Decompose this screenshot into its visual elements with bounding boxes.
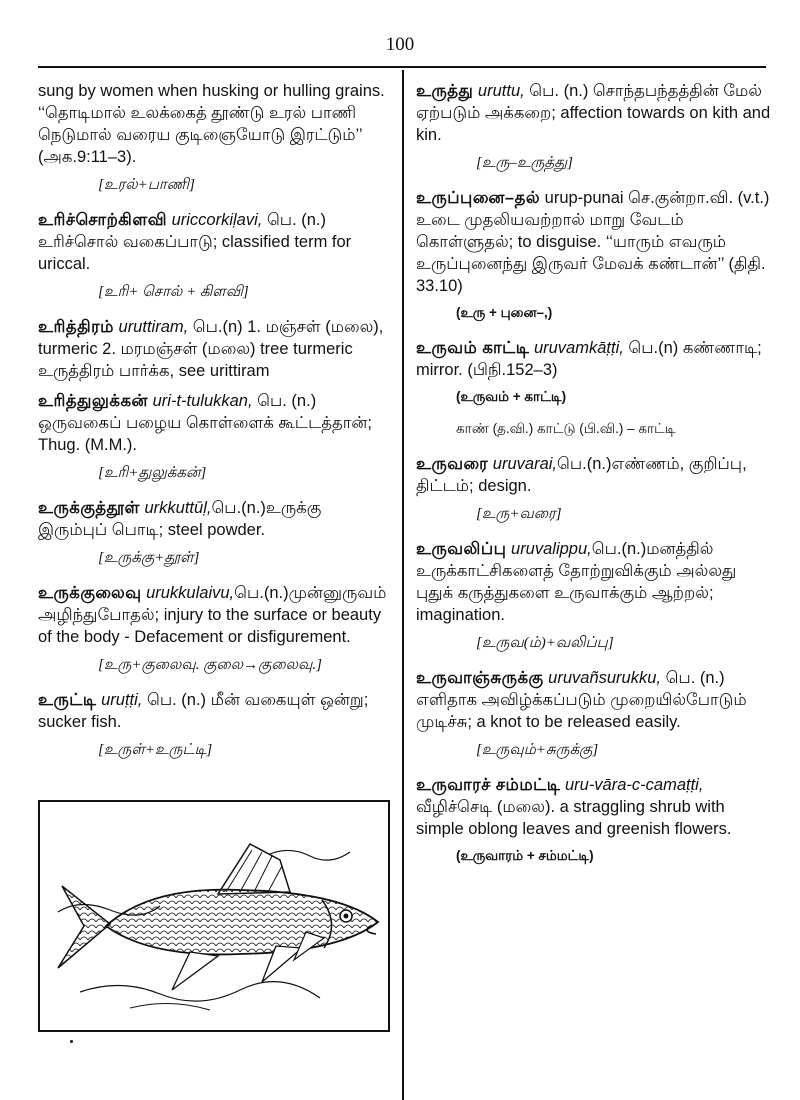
etymology: [உருவ(ம்)+வலிப்பு] — [476, 635, 614, 651]
headword: உருவரை — [416, 455, 489, 473]
transliteration: urukkulaivu, — [146, 584, 235, 602]
headword: உருவாஞ்சுருக்கு — [416, 669, 544, 687]
definition: பெ. (n.) சொந்தபந்தத்தின் மேல் ஏற்படும் அக்கறை; affection towards on kith and kin. — [416, 82, 771, 144]
right-column — [416, 80, 772, 880]
definition: பெ.(n) 1. மஞ்சள் (மலை), turmeric 2. மரமஞ்சள் (மலை) tree turmeric உருத்திரம் பார்க்க, see urittiram — [38, 318, 384, 380]
headword: உருப்புனை–தல் — [416, 189, 541, 207]
transliteration: uru-vāra-c-camaṭṭi, — [564, 776, 704, 794]
definition: பெ.(n.)எண்ணம், குறிப்பு, திட்டம்; design. — [416, 455, 747, 495]
definition: வீழிச்செடி (மலை). a straggling shrub with simple oblong leaves and greenish flowers. — [416, 798, 732, 838]
fish-illustration — [38, 800, 390, 1032]
definition: பெ.(n) கண்ணாடி; mirror. (பிநி.152–3) — [416, 339, 762, 379]
headword: உருத்து — [416, 82, 474, 100]
headword: உருக்குலைவு — [38, 584, 142, 602]
entry-urukkulaivu — [38, 582, 390, 648]
entry-uruvansurukku — [416, 667, 772, 733]
headword: உருவம் காட்டி — [416, 339, 530, 357]
transliteration: uruttu, — [477, 82, 525, 100]
entry-uru-vara-c-camatti — [416, 774, 772, 840]
etymology: [உரு+வரை] — [476, 506, 562, 522]
definition: பெ.(n.)மனத்தில் உருக்காட்சிகளைத் தோற்றுவிக்கும் அல்லது புதுக் கருத்துகளை உருவாக்கும் ஆற்றல்; imagination. — [416, 540, 737, 624]
etymology: [உரி+துலுக்கன்] — [98, 465, 207, 481]
etymology: [உருக்கு+தூள்] — [98, 550, 200, 566]
transliteration: uruvamkāṭṭi, — [533, 339, 624, 357]
transliteration: uruttiram, — [118, 318, 189, 336]
headword: உரித்துலுக்கன் — [38, 392, 149, 410]
definition: பெ.(n.)முன்னுருவம் அழிந்துபோதல்; injury to the surface or beauty of the body - Defacement or disfigurement. — [38, 584, 387, 646]
definition: பெ. (n.) ஒருவகைப் பழைய கொள்ளைக் கூட்டத்தான்; Thug. (M.M.). — [38, 392, 372, 454]
transliteration: uri-t-tulukkan, — [152, 392, 253, 410]
transliteration: urkkuttūḷ, — [144, 499, 212, 517]
entry-uriccorkilavi — [38, 209, 390, 275]
entry-text: sung by women when husking or hulling grains. ‘‘தொடிமால் உலக்கைத் தூண்டு உரல் பாணி நெடுமால் வரைய குடிஞையோடு இரட்டும்’’ (அக.9:11–3). — [38, 82, 385, 166]
definition: urup-punai செ.குன்றா.வி. (v.t.) உடை முதலியவற்றால் மாறு வேடம் கொள்ளுதல்; to disguise. ‘‘யாரும் எவரும் உருப்புனைந்து இருவர் மேவக் கண்டான்’’ (திதி. 33.10) — [416, 189, 770, 295]
entry-uruttiram — [38, 316, 390, 382]
entry-continuation — [38, 80, 390, 168]
entry-uruvalippu — [416, 538, 772, 626]
entry-uruvarai — [416, 453, 772, 497]
transliteration: uruṭṭi, — [101, 691, 143, 709]
left-column — [38, 80, 390, 774]
page-number: 100 — [385, 34, 415, 55]
transliteration: uriccorkiḷavi, — [171, 211, 263, 229]
entry-uruvamkatti — [416, 337, 772, 381]
transliteration: uruvalippu, — [511, 540, 592, 558]
derivation-note: காண் (த.வி.) காட்டு (பி.வி.) – காட்டி — [456, 421, 676, 436]
transliteration: uruvañsurukku, — [548, 669, 661, 687]
headword: உரிச்சொற்கிளவி — [38, 211, 167, 229]
headword: உருட்டி — [38, 691, 97, 709]
etymology: [உரு+குலைவு. குலை→குலைவு.] — [98, 657, 322, 673]
headword: உருவலிப்பு — [416, 540, 507, 558]
etymology: (உரு + புனை–,) — [456, 305, 553, 320]
etymology: (உருவம் + காட்டி) — [456, 389, 567, 404]
headword: உரித்திரம் — [38, 318, 114, 336]
headword: உருக்குத்தூள் — [38, 499, 140, 517]
entry-uri-t-tulukkan — [38, 390, 390, 456]
etymology: [உருள்+உருட்டி] — [98, 742, 213, 758]
etymology: (உருவாரம் + சம்மட்டி) — [456, 848, 594, 863]
entry-urkkuttul — [38, 497, 390, 541]
definition: பெ. (n.) உரிச்சொல் வகைப்பாடு; classified term for uriccal. — [38, 211, 352, 273]
etymology: [உரி+ சொல் + கிளவி] — [98, 284, 249, 300]
header-rule — [38, 66, 766, 68]
entry-urutti — [38, 689, 390, 733]
definition: பெ. (n.) எளிதாக அவிழ்க்கப்படும் முறையில்போடும் முடிச்சு; a knot to be released easily. — [416, 669, 747, 731]
definition: பெ. (n.) மீன் வகையுள் ஒன்று; sucker fish. — [38, 691, 369, 731]
transliteration: uruvarai, — [492, 455, 557, 473]
etymology: [உருவும்+சுருக்கு] — [476, 742, 599, 758]
etymology: [உரல்+பாணி] — [98, 177, 195, 193]
fish-icon — [40, 802, 388, 1030]
etymology: [உரு–உருத்து] — [476, 155, 573, 171]
headword: உருவாரச் சம்மட்டி — [416, 776, 561, 794]
entry-uruttu — [416, 80, 772, 146]
stray-mark — [70, 1040, 73, 1043]
definition: பெ.(n.)உருக்கு இரும்புப் பொடி; steel powder. — [38, 499, 322, 539]
column-divider — [402, 70, 404, 1100]
entry-uruppunai — [416, 187, 772, 297]
